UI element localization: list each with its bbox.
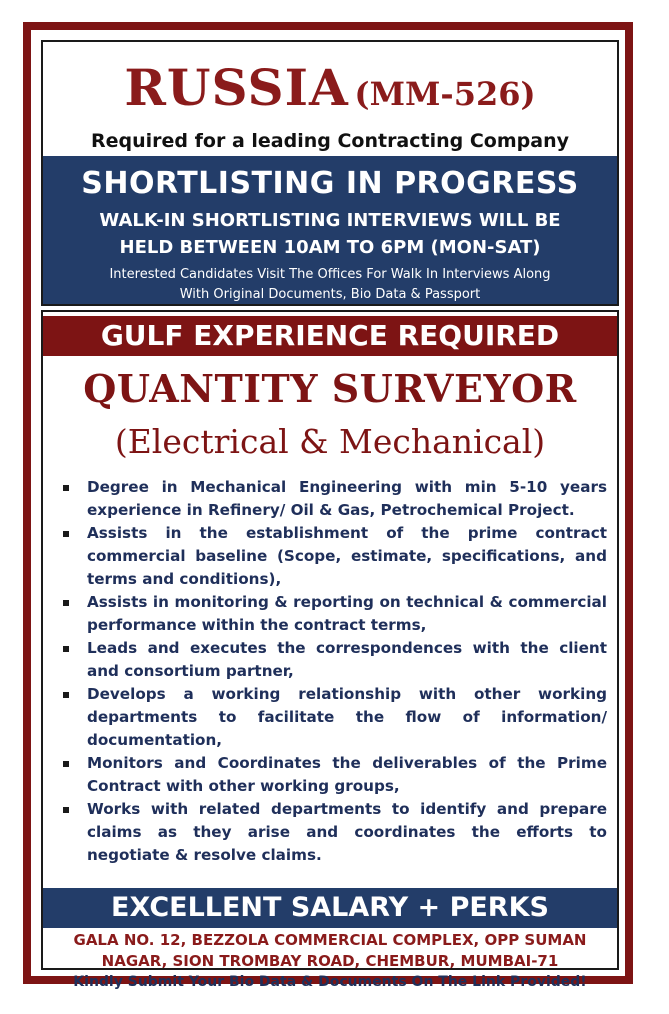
bullet-icon — [63, 485, 69, 491]
office-address — [43, 930, 617, 972]
address-line-1: GALA NO. 12, BEZZOLA COMMERCIAL COMPLEX, OPP SUMAN — [73, 931, 587, 949]
job-title: QUANTITY SURVEYOR — [83, 366, 577, 411]
experience-banner: GULF EXPERIENCE REQUIRED — [43, 316, 617, 356]
poster-frame — [23, 22, 633, 990]
country-title: RUSSIA — [124, 58, 349, 117]
list-item: Leads and executes the correspondences with the client and consortium partner, — [57, 637, 607, 683]
job-subtitle: (Electrical & Mechanical) — [114, 422, 546, 461]
requirements-list — [57, 476, 607, 867]
job-section — [41, 310, 619, 990]
bullet-icon — [63, 807, 69, 813]
list-item: Degree in Mechanical Engineering with min 5-10 years experience in Refinery/ Oil & Gas, Petrochemical Project. — [57, 476, 607, 522]
bullet-icon — [63, 600, 69, 606]
shortlisting-heading: SHORTLISTING IN PROGRESS — [81, 166, 579, 201]
title-row — [43, 58, 617, 117]
list-item: Monitors and Coordinates the deliverables of the Prime Contract with other working groups, — [57, 752, 607, 798]
job-code: (MM-526) — [354, 75, 536, 113]
interview-line-1: WALK-IN SHORTLISTING INTERVIEWS WILL BE — [99, 210, 561, 231]
submit-note: Kindly Submit Your Bio Data & Documents On The Link Provided! — [73, 974, 587, 990]
header-section — [41, 40, 619, 306]
instruction-line-1: Interested Candidates Visit The Offices For Walk In Interviews Along — [109, 267, 551, 282]
list-item: Develops a working relationship with other working departments to facilitate the flow of information/ documentation, — [57, 683, 607, 752]
bullet-icon — [63, 692, 69, 698]
poster-inner — [31, 30, 625, 990]
company-subtitle: Required for a leading Contracting Company — [91, 130, 569, 152]
bullet-icon — [63, 646, 69, 652]
list-item: Assists in monitoring & reporting on technical & commercial performance within the contract terms, — [57, 591, 607, 637]
interview-line-2: HELD BETWEEN 10AM TO 6PM (MON-SAT) — [119, 237, 541, 258]
bullet-icon — [63, 761, 69, 767]
address-line-2: NAGAR, SION TROMBAY ROAD, CHEMBUR, MUMBAI-71 — [101, 952, 559, 970]
bullet-icon — [63, 531, 69, 537]
list-item: Assists in the establishment of the prime contract commercial baseline (Scope, estimate, specifications, and terms and conditions), — [57, 522, 607, 591]
instruction-line-2: With Original Documents, Bio Data & Passport — [179, 287, 481, 302]
list-item: Works with related departments to identify and prepare claims as they arise and coordinates the efforts to negotiate & resolve claims. — [57, 798, 607, 867]
shortlisting-box — [43, 156, 617, 304]
salary-banner: EXCELLENT SALARY + PERKS — [43, 888, 617, 928]
